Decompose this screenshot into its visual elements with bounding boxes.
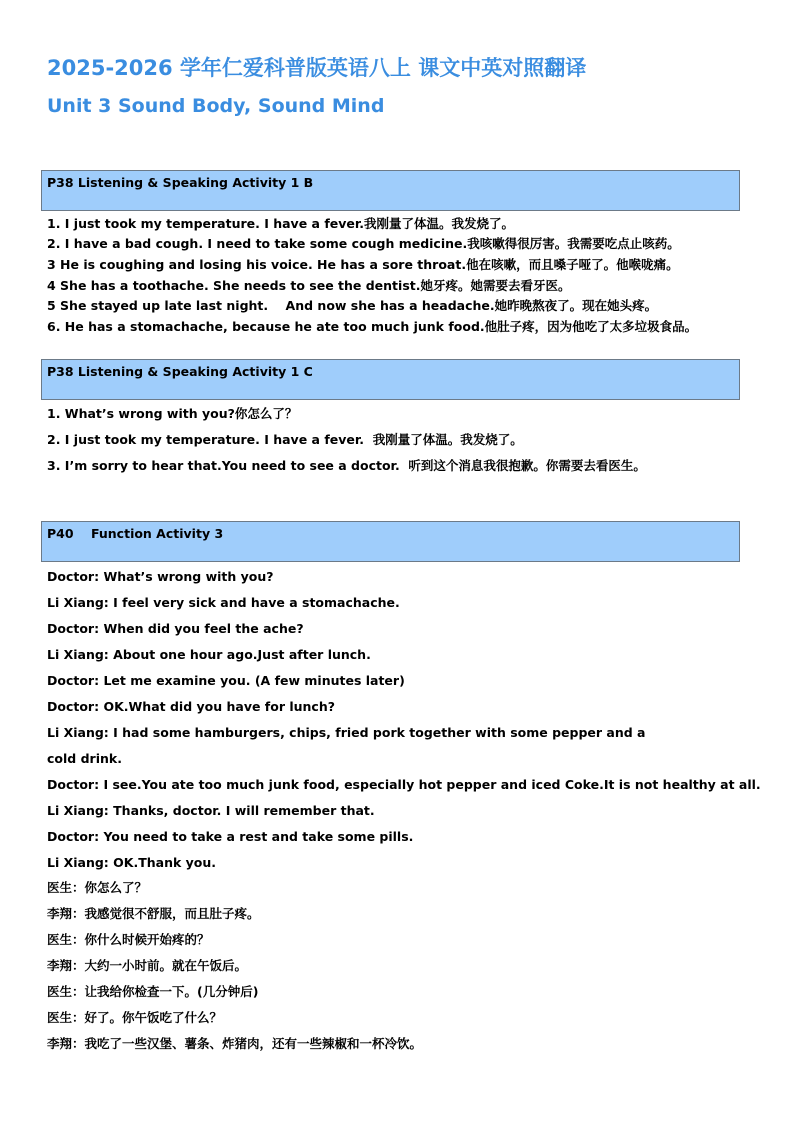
dialogue-line: cold drink.	[47, 751, 122, 766]
dialogue-line: 李翔：大约一小时前。就在午饭后。	[47, 958, 248, 973]
text-line: 3 He is coughing and losing his voice. He has a sore throat.他在咳嗽，而且嗓子哑了。他喉咙痛。	[47, 257, 679, 272]
document-subtitle: Unit 3 Sound Body, Sound Mind	[47, 95, 385, 117]
dialogue-line: Doctor: I see.You ate too much junk food, especially hot pepper and iced Coke.It is not healthy at all.	[47, 777, 761, 792]
dialogue-line: 李翔：我感觉很不舒服，而且肚子疼。	[47, 906, 260, 921]
section-heading-2: P38 Listening & Speaking Activity 1 C	[47, 364, 313, 379]
dialogue-line: 李翔：我吃了一些汉堡、薯条、炸猪肉，还有一些辣椒和一杯冷饮。	[47, 1036, 423, 1051]
text-line: 4 She has a toothache. She needs to see the dentist.她牙疼。她需要去看牙医。	[47, 278, 571, 293]
text-line: 1. What’s wrong with you?你怎么了？	[47, 406, 298, 421]
dialogue-line: 医生：让我给你检查一下。(几分钟后)	[47, 984, 259, 999]
dialogue-line: Doctor: When did you feel the ache?	[47, 621, 304, 636]
text-line: 5 She stayed up late last night. And now she has a headache.她昨晚熬夜了。现在她头疼。	[47, 298, 658, 313]
text-line: 1. I just took my temperature. I have a fever.我刚量了体温。我发烧了。	[47, 216, 514, 231]
dialogue-line: 医生：你什么时候开始疼的？	[47, 932, 210, 947]
section-header-3	[41, 521, 740, 562]
dialogue-line: Li Xiang: I had some hamburgers, chips, fried pork together with some pepper and a	[47, 725, 646, 740]
section-heading-3: P40 Function Activity 3	[47, 526, 224, 541]
section-heading-1: P38 Listening & Speaking Activity 1 B	[47, 175, 314, 190]
dialogue-line: Doctor: OK.What did you have for lunch?	[47, 699, 335, 714]
dialogue-line: 医生：好了。你午饭吃了什么？	[47, 1010, 223, 1025]
text-line: 6. He has a stomachache, because he ate too much junk food.他肚子疼，因为他吃了太多垃圾食品。	[47, 319, 698, 334]
dialogue-line: Li Xiang: About one hour ago.Just after lunch.	[47, 647, 371, 662]
document-title: 2025-2026 学年仁爱科普版英语八上 课文中英对照翻译	[47, 56, 587, 80]
text-line: 3. I’m sorry to hear that.You need to see a doctor. 听到这个消息我很抱歉。你需要去看医生。	[47, 458, 646, 473]
dialogue-line: Doctor: What’s wrong with you?	[47, 569, 274, 584]
text-line: 2. I just took my temperature. I have a fever. 我刚量了体温。我发烧了。	[47, 432, 523, 447]
section-header-2	[41, 359, 740, 400]
dialogue-line: Li Xiang: Thanks, doctor. I will remember that.	[47, 803, 375, 818]
dialogue-line: Doctor: Let me examine you. (A few minutes later)	[47, 673, 405, 688]
dialogue-line: 医生：你怎么了？	[47, 880, 148, 895]
dialogue-line: Li Xiang: OK.Thank you.	[47, 855, 217, 870]
text-line: 2. I have a bad cough. I need to take some cough medicine.我咳嗽得很厉害。我需要吃点止咳药。	[47, 236, 680, 251]
section-header-1	[41, 170, 740, 211]
dialogue-line: Li Xiang: I feel very sick and have a stomachache.	[47, 595, 400, 610]
dialogue-line: Doctor: You need to take a rest and take some pills.	[47, 829, 414, 844]
